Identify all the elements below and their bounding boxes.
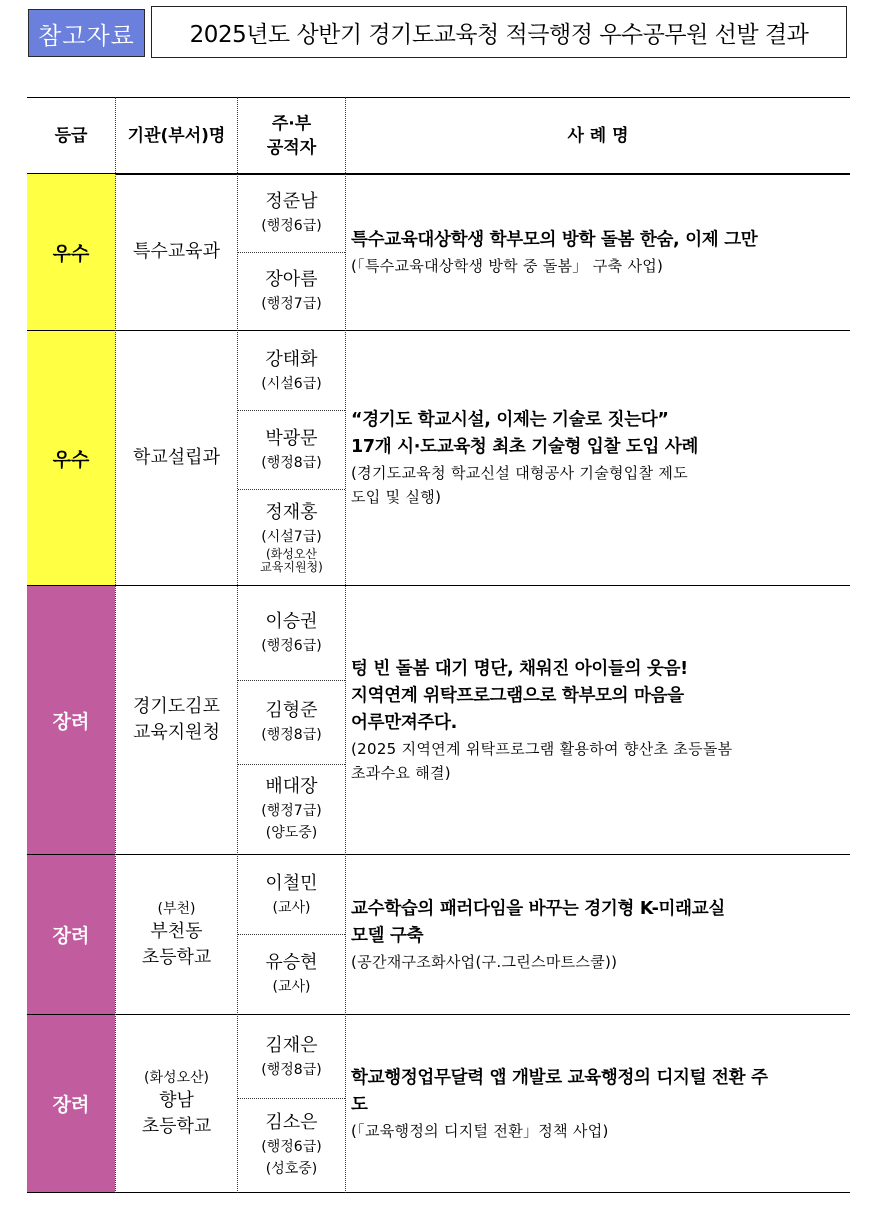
person-cell	[238, 410, 345, 489]
sub-divider	[238, 934, 345, 935]
reference-tag: 참고자료	[28, 9, 145, 57]
case-title-line: 학교행정업무달력 앱 개발로 교육행정의 디지털 전환 주	[351, 1067, 768, 1088]
org-name: 부천동 초등학교	[141, 920, 212, 968]
org-cell	[116, 174, 237, 330]
case-note-line: (2025 지역연계 위탁프로그램 활용하여 향산초 초등돌봄	[351, 739, 733, 758]
person-name: 이승권	[265, 611, 318, 632]
person-rank: (시설7급)	[261, 529, 322, 545]
sub-divider	[238, 680, 345, 681]
person-name: 배대장	[265, 776, 318, 797]
case-title-line: 텅 빈 돌봄 대기 명단, 채워진 아이들의 웃음!	[351, 658, 688, 679]
person-cell	[238, 489, 345, 585]
person-rank: (교사)	[272, 979, 311, 995]
org-name: 향남 초등학교	[141, 1089, 212, 1137]
col-grade-header: 등급	[54, 125, 88, 146]
case-title-line: “경기도 학교시설, 이제는 기술로 짓는다”	[351, 410, 669, 430]
case-note-line: (경기도교육청 학교신설 대형공사 기술형입찰 제도	[351, 464, 689, 482]
person-affiliation: (양도중)	[265, 825, 318, 841]
person-cell	[238, 174, 345, 252]
case-cell	[351, 855, 849, 1014]
person-rank: (교사)	[272, 899, 311, 916]
col-case-header: 사 례 명	[567, 125, 629, 146]
col-people-header: 주·부 공적자	[266, 113, 317, 158]
org-region: (화성오산)	[143, 1069, 210, 1086]
sub-divider	[238, 252, 345, 253]
case-title-line: 지역연계 위탁프로그램으로 학부모의 마음을	[351, 685, 684, 706]
case-note-line: 도입 및 실행)	[351, 488, 442, 506]
case-cell	[351, 586, 849, 854]
case-title-line: 모델 구축	[351, 925, 424, 946]
person-rank: (행정7급)	[261, 803, 322, 819]
sub-divider	[238, 489, 345, 490]
sub-divider	[238, 410, 345, 411]
person-cell	[238, 586, 345, 680]
person-name: 정재홍	[265, 502, 318, 523]
person-name: 유승현	[265, 952, 318, 973]
row-divider	[27, 1192, 850, 1193]
sub-divider	[238, 1098, 345, 1099]
case-title-line: 도	[351, 1094, 368, 1115]
person-cell	[238, 1015, 345, 1098]
column-divider	[345, 97, 346, 1193]
person-name: 김재은	[265, 1034, 318, 1056]
column-divider	[237, 97, 238, 1193]
case-title-line: 교수학습의 패러다임을 바꾸는 경기형 K-미래교실	[351, 898, 725, 919]
person-rank: (행정8급)	[261, 1061, 322, 1078]
document-title: 2025년도 상반기 경기도교육청 적극행정 우수공무원 선발 결과	[151, 6, 847, 58]
grade-cell: 우수	[27, 331, 115, 585]
org-name: 경기도김포 교육지원청	[133, 696, 220, 743]
case-note-line: 초과수요 해결)	[351, 763, 451, 782]
case-cell	[351, 174, 849, 330]
person-cell	[238, 252, 345, 330]
org-name: 학교설립과	[133, 447, 220, 468]
person-name: 이철민	[265, 872, 318, 894]
case-note-line: (「특수교육대상학생 방학 중 돌봄」 구축 사업)	[351, 256, 664, 275]
person-rank: (행정6급)	[261, 638, 322, 654]
person-name: 장아름	[265, 269, 318, 290]
person-affiliation: (화성오산 교육지원청)	[260, 547, 323, 574]
case-note-line: (공간재구조화사업(구.그린스마트스쿨))	[351, 952, 618, 971]
person-rank: (행정7급)	[261, 296, 322, 312]
person-cell	[238, 855, 345, 934]
case-cell	[351, 1015, 849, 1192]
grade-cell: 장려	[27, 1015, 115, 1192]
person-name: 정준남	[265, 191, 318, 212]
grade-cell: 장려	[27, 586, 115, 854]
person-name: 김소은	[265, 1112, 318, 1133]
col-org-header: 기관(부서)명	[127, 125, 226, 146]
case-title-line: 어루만져주다.	[351, 712, 457, 733]
column-divider	[115, 97, 116, 1193]
person-name: 박광문	[265, 427, 318, 449]
person-cell	[238, 764, 345, 854]
person-rank: (행정8급)	[261, 727, 322, 743]
person-rank: (행정6급)	[261, 1139, 322, 1155]
case-title-line: 17개 시·도교육청 최초 기술형 입찰 도입 사례	[351, 437, 699, 457]
org-cell	[116, 1015, 237, 1192]
person-name: 김형준	[265, 700, 318, 721]
person-rank: (시설6급)	[261, 375, 322, 392]
person-cell	[238, 934, 345, 1014]
grade-cell: 장려	[27, 855, 115, 1014]
person-name: 강태화	[265, 348, 318, 370]
table-header	[27, 97, 850, 175]
grade-cell: 우수	[27, 174, 115, 330]
org-cell	[116, 586, 237, 854]
sub-divider	[238, 764, 345, 765]
org-cell	[116, 855, 237, 1014]
person-cell	[238, 331, 345, 410]
person-rank: (행정6급)	[261, 218, 322, 234]
case-note-line: (「교육행정의 디지털 전환」정책 사업)	[351, 1121, 609, 1140]
org-name: 특수교육과	[133, 241, 220, 262]
case-cell	[351, 331, 849, 585]
org-cell	[116, 331, 237, 585]
person-cell	[238, 680, 345, 764]
person-rank: (행정8급)	[261, 454, 322, 471]
org-region: (부천)	[157, 900, 196, 917]
case-title-line: 특수교육대상학생 학부모의 방학 돌봄 한숨, 이제 그만	[351, 229, 758, 250]
person-affiliation: (성호중)	[265, 1161, 318, 1177]
person-cell	[238, 1098, 345, 1192]
